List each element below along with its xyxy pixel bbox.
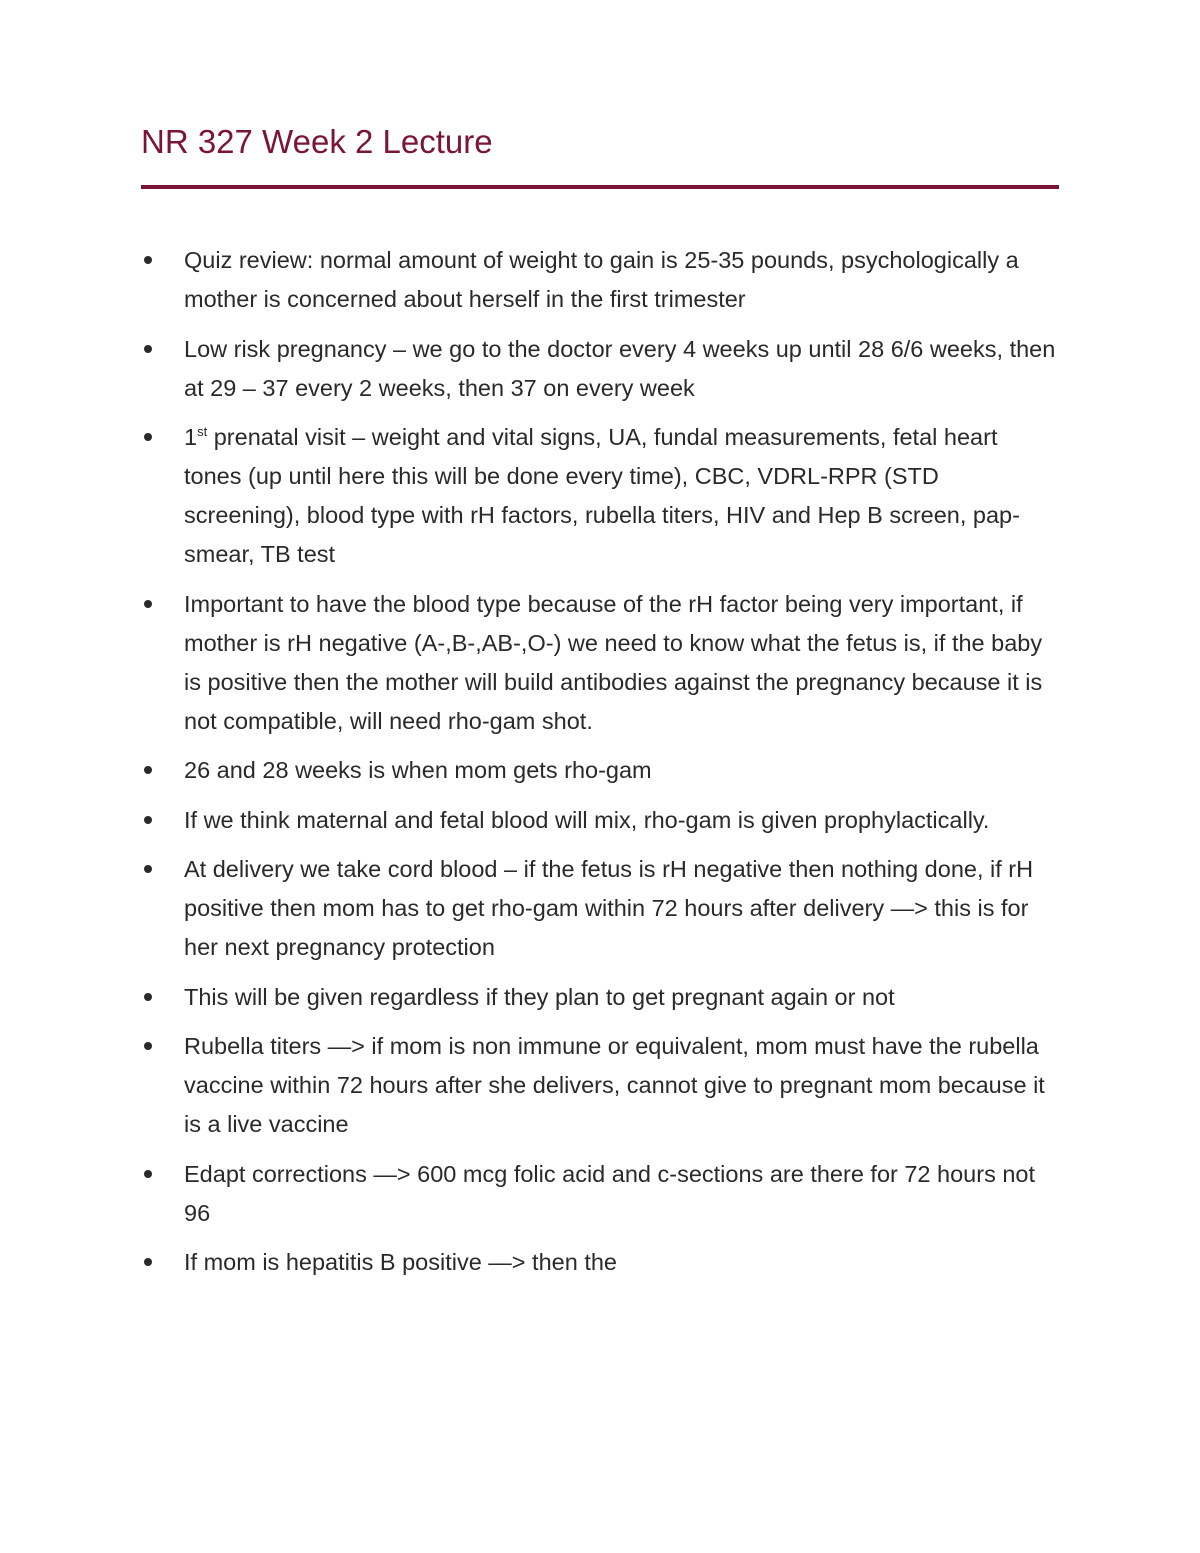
list-item — [141, 850, 1059, 967]
list-item-text: This will be given regardless if they plan to get pregnant again or not — [184, 983, 895, 1010]
ordinal-digit: 1 — [184, 424, 198, 450]
list-item-text: If mom is hepatitis B positive —> then the — [184, 1249, 617, 1275]
bullet-dot-icon — [144, 1258, 152, 1266]
lecture-notes-list — [141, 241, 1059, 1293]
list-item — [141, 801, 1059, 840]
list-item — [141, 1027, 1059, 1144]
list-item — [141, 418, 1059, 574]
bullet-dot-icon — [144, 256, 152, 264]
list-item-text: Edapt corrections —> 600 mcg folic acid and c-sections are there for 72 hours not 96 — [184, 1160, 1036, 1226]
ordinal-suffix: st — [197, 424, 208, 439]
page-title: NR 327 Week 2 Lecture — [141, 123, 493, 160]
bullet-dot-icon — [144, 993, 152, 1001]
bullet-dot-icon — [144, 345, 152, 353]
bullet-dot-icon — [144, 766, 152, 774]
list-item — [141, 1243, 1059, 1282]
list-item — [141, 241, 1059, 319]
title-underline-divider — [141, 185, 1059, 189]
list-item-text: If we think maternal and fetal blood will mix, rho-gam is given prophylactically. — [184, 806, 990, 833]
list-item-text: At delivery we take cord blood – if the fetus is rH negative then nothing done, if rH positive then mom has to get rho-gam within 72 hours after delivery —> this is for her next pregnancy protection — [184, 856, 1034, 960]
list-item — [141, 585, 1059, 741]
list-item-text: Quiz review: normal amount of weight to gain is 25-35 pounds, psychologically a mother is concerned about herself in the first trimester — [184, 247, 1019, 312]
bullet-dot-icon — [144, 1042, 152, 1050]
bullet-dot-icon — [144, 433, 152, 441]
list-item-text: prenatal visit – weight and vital signs, UA, fundal measurements, fetal heart tones (up until here this will be done every time), CBC, VDRL-RPR (STD screening), blood type with rH factors, rubella titers, HIV and Hep B screen, pap-smear, TB test — [184, 424, 1020, 567]
list-item — [141, 330, 1059, 408]
list-item-text: 26 and 28 weeks is when mom gets rho-gam — [184, 757, 652, 783]
list-item — [141, 1155, 1059, 1233]
list-item-text: Low risk pregnancy – we go to the doctor every 4 weeks up until 28 6/6 weeks, then at 29 – 37 every 2 weeks, then 37 on every week — [184, 335, 1056, 401]
bullet-dot-icon — [144, 816, 152, 824]
bullet-dot-icon — [144, 1170, 152, 1178]
list-item-text: Rubella titers —> if mom is non immune or equivalent, mom must have the rubella vaccine within 72 hours after she delivers, cannot give to pregnant mom because it is a live vaccine — [184, 1033, 1045, 1137]
bullet-dot-icon — [144, 600, 152, 608]
list-item — [141, 978, 1059, 1017]
ordinal-number — [184, 424, 207, 450]
bullet-dot-icon — [144, 865, 152, 873]
list-item — [141, 751, 1059, 790]
list-item-text: Important to have the blood type because of the rH factor being very important, if mother is rH negative (A-,B-,AB-,O-) we need to know what the fetus is, if the baby is positive then the mother will build antibodies against the pregnancy because it is not compatible, will need rho-gam shot. — [184, 590, 1043, 734]
